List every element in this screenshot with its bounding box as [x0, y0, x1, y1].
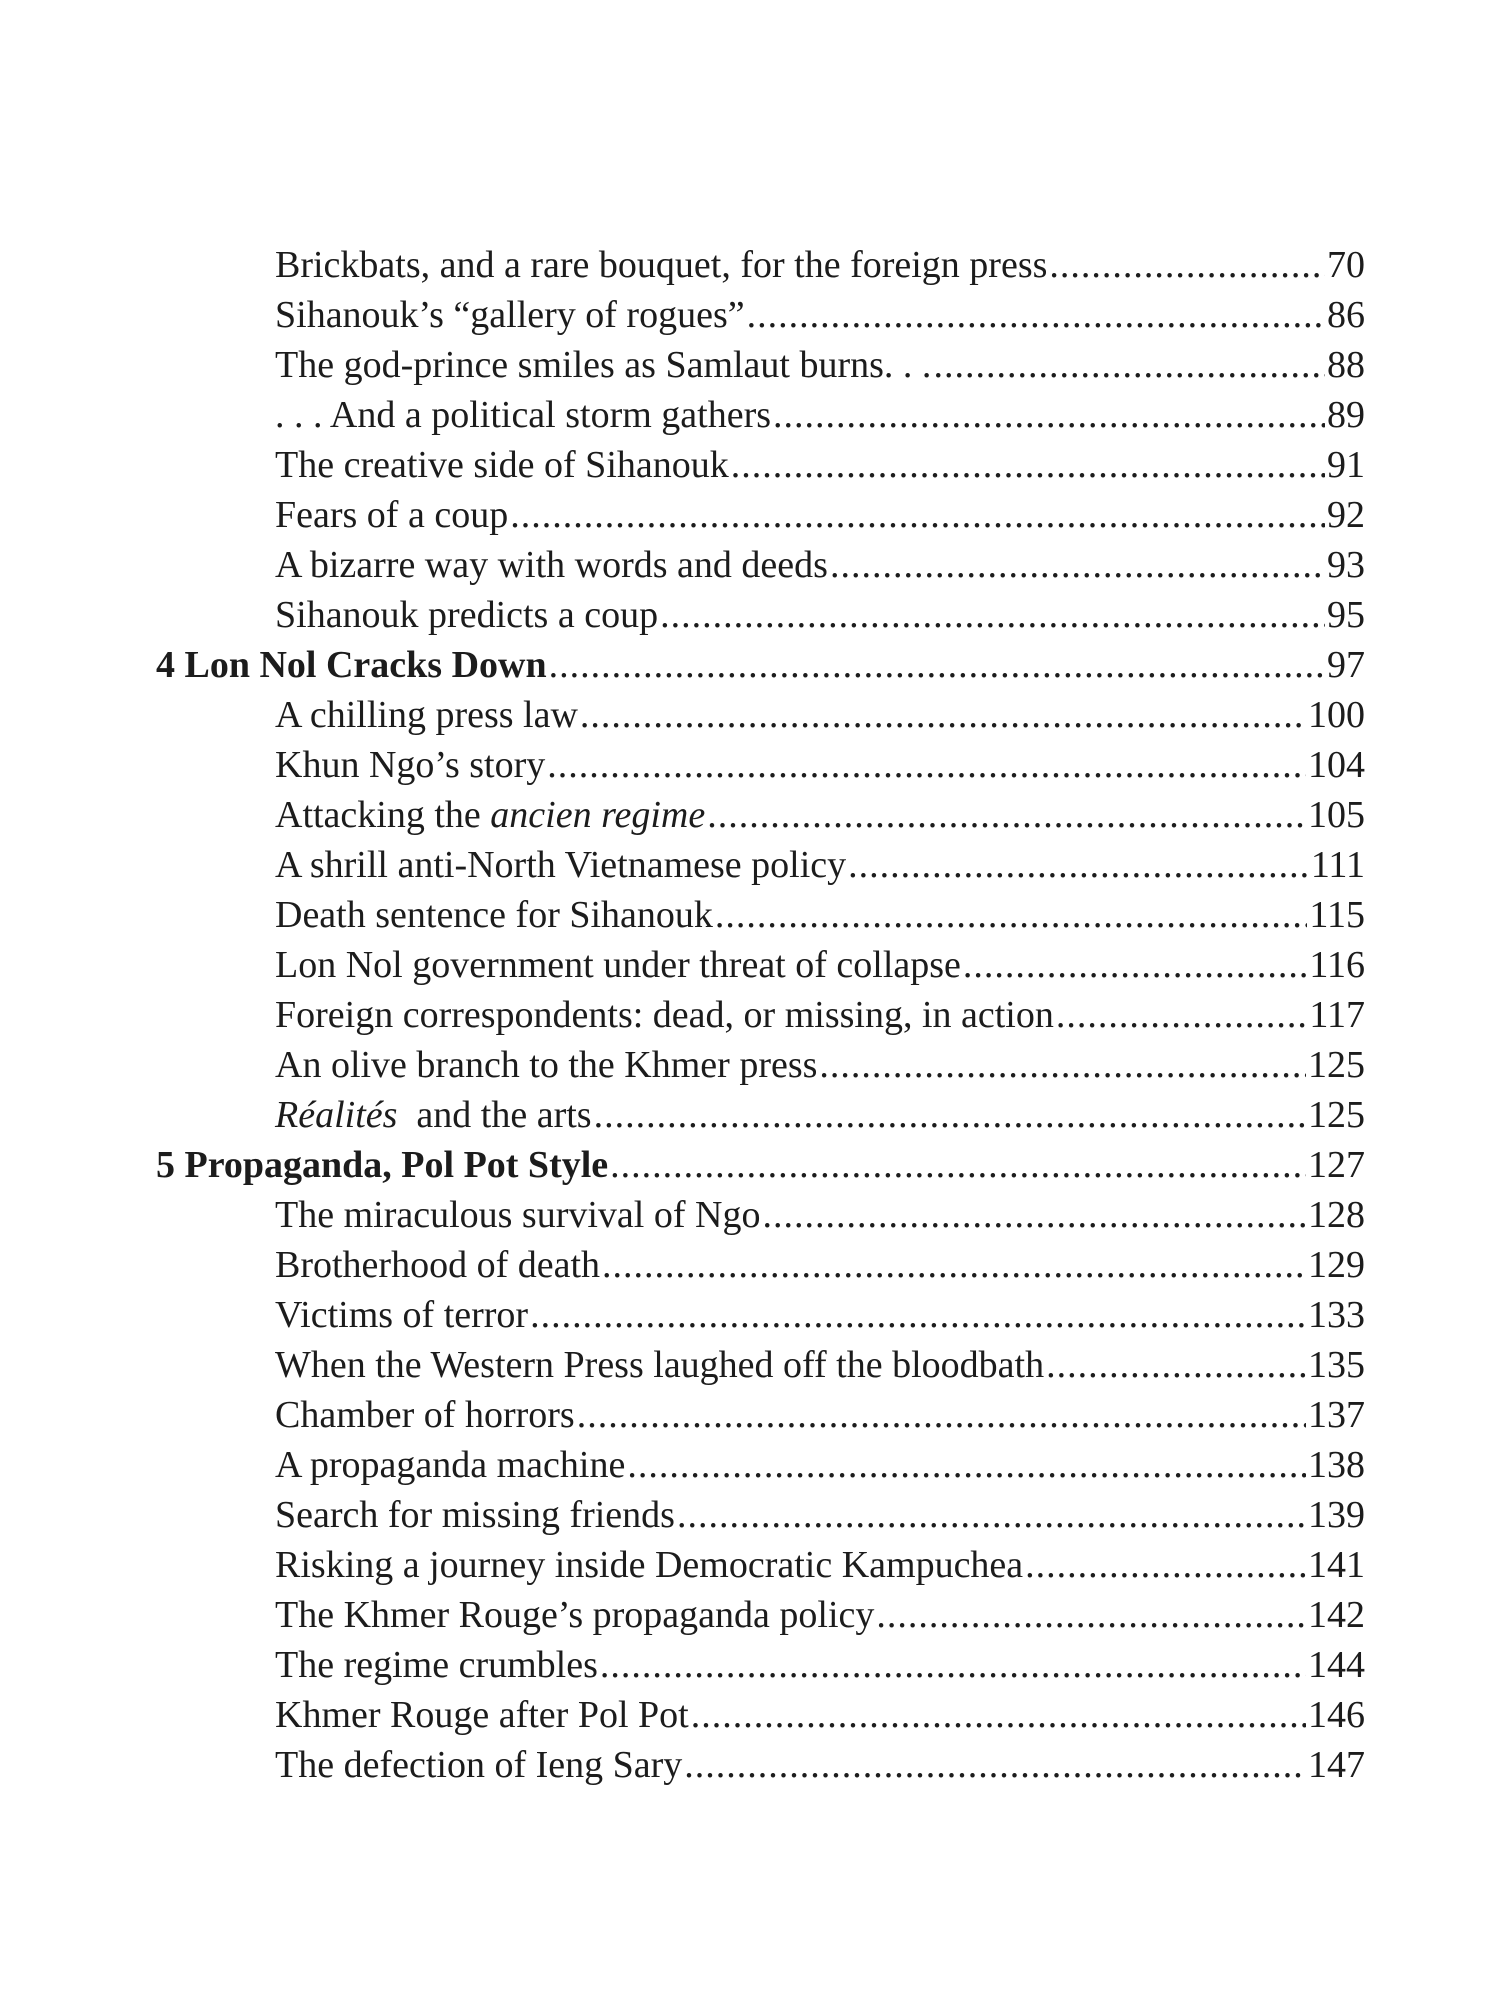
entry-title-text: 4 Lon Nol Cracks Down	[156, 644, 547, 686]
page-number: 125	[1308, 1044, 1365, 1086]
dot-leader	[610, 1140, 1306, 1190]
page-number: 111	[1310, 844, 1365, 886]
page-number: 88	[1327, 344, 1365, 386]
dot-leader	[600, 1640, 1306, 1690]
toc-entry-row	[150, 590, 1365, 640]
toc-entry-row	[150, 690, 1365, 740]
page-number: 128	[1308, 1194, 1365, 1236]
entry-title	[275, 1340, 1044, 1390]
page-number: 117	[1309, 994, 1365, 1036]
dot-leader	[510, 490, 1325, 540]
entry-title-text: 5 Propaganda, Pol Pot Style	[156, 1144, 609, 1186]
toc-entry-row	[150, 790, 1365, 840]
dot-leader	[549, 640, 1325, 690]
entry-title	[275, 1190, 760, 1240]
dot-leader	[762, 1190, 1306, 1240]
entry-title-text: Sihanouk’s “gallery of rogues”	[275, 294, 745, 336]
dot-leader	[715, 890, 1307, 940]
entry-title	[275, 590, 658, 640]
page-number: 146	[1308, 1694, 1365, 1736]
entry-title-text: A chilling press law	[275, 694, 578, 736]
dot-leader	[933, 340, 1325, 390]
entry-title	[275, 1490, 675, 1540]
dot-leader	[547, 740, 1306, 790]
page-number: 135	[1308, 1344, 1365, 1386]
dot-leader	[594, 1090, 1306, 1140]
toc-chapter-row	[150, 640, 1365, 690]
entry-title-text: Sihanouk predicts a coup	[275, 594, 659, 636]
dot-leader	[731, 440, 1325, 490]
entry-title-text: Foreign correspondents: dead, or missing, in action	[275, 994, 1054, 1036]
entry-title	[275, 740, 545, 790]
entry-title	[275, 1690, 689, 1740]
entry-title-text: Fears of a coup	[275, 494, 509, 536]
table-of-contents	[150, 240, 1365, 1790]
entry-title	[275, 540, 828, 590]
toc-entry-row	[150, 1190, 1365, 1240]
page-number: 105	[1308, 794, 1365, 836]
dot-leader	[677, 1490, 1306, 1540]
toc-entry-row	[150, 840, 1365, 890]
toc-entry-row	[150, 1590, 1365, 1640]
dot-leader	[530, 1290, 1306, 1340]
dot-leader	[684, 1740, 1306, 1790]
page-number: 147	[1308, 1744, 1365, 1786]
page-number: 138	[1308, 1444, 1365, 1486]
entry-title-text: Khun Ngo’s story	[275, 744, 546, 786]
entry-title-text: A shrill anti-North Vietnamese policy	[275, 844, 847, 886]
entry-title-text: Death sentence for Sihanouk	[275, 894, 713, 936]
entry-title-text: Victims of terror	[275, 1294, 529, 1336]
entry-title-text: Brotherhood of death	[275, 1244, 601, 1286]
page-number: 127	[1308, 1144, 1365, 1186]
page-number: 91	[1327, 444, 1365, 486]
entry-title	[275, 940, 961, 990]
entry-title-text: Khmer Rouge after Pol Pot	[275, 1694, 689, 1736]
dot-leader	[848, 840, 1309, 890]
entry-title	[275, 390, 771, 440]
toc-entry-row	[150, 1290, 1365, 1340]
dot-leader	[830, 540, 1325, 590]
entry-title-text: Lon Nol government under threat of collapse	[275, 944, 961, 986]
page-number: 97	[1327, 644, 1365, 686]
entry-title	[275, 1640, 598, 1690]
entry-title	[275, 490, 508, 540]
page-number: 93	[1327, 544, 1365, 586]
entry-title-text: Brickbats, and a rare bouquet, for the foreign press	[275, 244, 1048, 286]
entry-title-text: Attacking the	[275, 794, 491, 836]
entry-title	[275, 1440, 625, 1490]
entry-title	[275, 1590, 874, 1640]
page-number: 125	[1308, 1094, 1365, 1136]
page-number: 115	[1309, 894, 1365, 936]
entry-title-italic: ancien regime	[490, 794, 706, 836]
dot-leader	[963, 940, 1308, 990]
toc-entry-row	[150, 740, 1365, 790]
entry-title	[275, 790, 705, 840]
entry-title	[275, 1090, 592, 1140]
dot-leader	[691, 1690, 1306, 1740]
dot-leader	[602, 1240, 1306, 1290]
dot-leader	[1025, 1540, 1306, 1590]
page-number: 133	[1308, 1294, 1365, 1336]
entry-title-text: A bizarre way with words and deeds	[275, 544, 828, 586]
entry-title-text: . . . And a political storm gathers	[275, 394, 772, 436]
dot-leader	[1049, 240, 1325, 290]
toc-entry-row	[150, 1540, 1365, 1590]
toc-entry-row	[150, 440, 1365, 490]
page-number: 100	[1308, 694, 1365, 736]
page-number: 141	[1308, 1544, 1365, 1586]
entry-title	[275, 240, 1047, 290]
entry-title-text: The regime crumbles	[275, 1644, 598, 1686]
dot-leader	[580, 690, 1306, 740]
dot-leader	[773, 390, 1325, 440]
dot-leader	[1046, 1340, 1306, 1390]
dot-leader	[1056, 990, 1308, 1040]
toc-entry-row	[150, 240, 1365, 290]
toc-entry-row	[150, 1240, 1365, 1290]
page-number: 95	[1327, 594, 1365, 636]
entry-title-text: Risking a journey inside Democratic Kampuchea	[275, 1544, 1024, 1586]
dot-leader	[707, 790, 1306, 840]
entry-title	[275, 1540, 1023, 1590]
dot-leader	[876, 1590, 1306, 1640]
dot-leader	[819, 1040, 1306, 1090]
entry-title	[275, 440, 729, 490]
toc-entry-row	[150, 1340, 1365, 1390]
chapter-title	[156, 640, 547, 690]
toc-entry-row	[150, 490, 1365, 540]
entry-title	[275, 1240, 600, 1290]
entry-title-text: A propaganda machine	[275, 1444, 626, 1486]
entry-title	[275, 990, 1054, 1040]
page-number: 116	[1309, 944, 1365, 986]
entry-title-text: When the Western Press laughed off the bloodbath	[275, 1344, 1045, 1386]
page-number: 142	[1308, 1594, 1365, 1636]
entry-title-text: Chamber of horrors	[275, 1394, 575, 1436]
toc-entry-row	[150, 1490, 1365, 1540]
toc-entry-row	[150, 1090, 1365, 1140]
entry-title-text: An olive branch to the Khmer press	[275, 1044, 818, 1086]
dot-leader	[577, 1390, 1306, 1440]
toc-entry-row	[150, 1040, 1365, 1090]
entry-title	[275, 1290, 528, 1340]
entry-title	[275, 840, 846, 890]
entry-title-text: The defection of Ieng Sary	[275, 1744, 683, 1786]
toc-entry-row	[150, 390, 1365, 440]
page-number: 139	[1308, 1494, 1365, 1536]
page-number: 86	[1327, 294, 1365, 336]
toc-entry-row	[150, 1690, 1365, 1740]
entry-title	[275, 340, 931, 390]
page-number: 92	[1327, 494, 1365, 536]
toc-entry-row	[150, 890, 1365, 940]
toc-chapter-row	[150, 1140, 1365, 1190]
entry-title-text: The miraculous survival of Ngo	[275, 1194, 761, 1236]
entry-title-italic: Réalités	[275, 1094, 398, 1136]
page-number: 144	[1308, 1644, 1365, 1686]
toc-entry-row	[150, 340, 1365, 390]
page-number: 70	[1327, 244, 1365, 286]
toc-entry-row	[150, 1640, 1365, 1690]
page-number: 104	[1308, 744, 1365, 786]
entry-title-text: The creative side of Sihanouk	[275, 444, 729, 486]
toc-entry-row	[150, 540, 1365, 590]
toc-entry-row	[150, 1390, 1365, 1440]
entry-title-text: The Khmer Rouge’s propaganda policy	[275, 1594, 875, 1636]
toc-entry-row	[150, 990, 1365, 1040]
entry-title-text: The god-prince smiles as Samlaut burns. . .	[275, 344, 932, 386]
toc-entry-row	[150, 940, 1365, 990]
toc-entry-row	[150, 290, 1365, 340]
entry-title	[275, 1740, 682, 1790]
entry-title	[275, 690, 578, 740]
entry-title	[275, 890, 713, 940]
page-number: 89	[1327, 394, 1365, 436]
dot-leader	[627, 1440, 1306, 1490]
entry-title	[275, 290, 745, 340]
entry-title-text: and the arts	[397, 1094, 592, 1136]
entry-title-text: Search for missing friends	[275, 1494, 675, 1536]
page-number: 129	[1308, 1244, 1365, 1286]
dot-leader	[747, 290, 1325, 340]
toc-entry-row	[150, 1740, 1365, 1790]
chapter-title	[156, 1140, 608, 1190]
toc-entry-row	[150, 1440, 1365, 1490]
page-number: 137	[1308, 1394, 1365, 1436]
entry-title	[275, 1040, 817, 1090]
dot-leader	[660, 590, 1325, 640]
entry-title	[275, 1390, 575, 1440]
